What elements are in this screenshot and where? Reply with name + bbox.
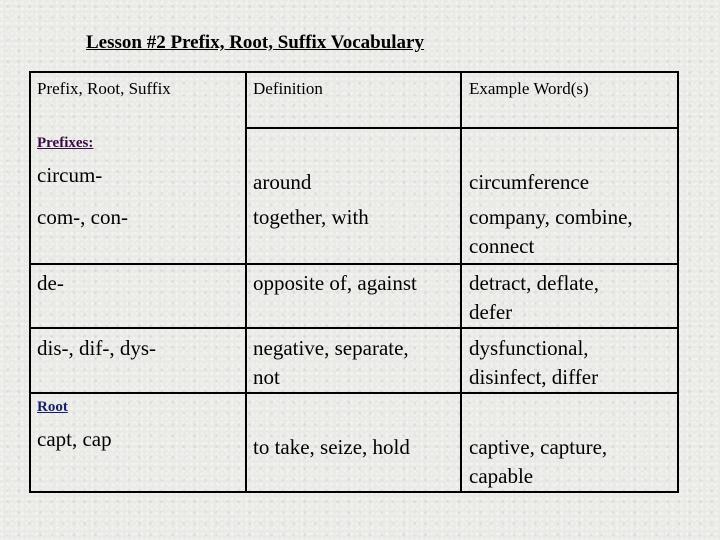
prefix-cell: de- xyxy=(37,271,64,295)
definition-cell: to take, seize, hold xyxy=(253,435,410,459)
example-cell: circumference xyxy=(469,170,590,194)
section-prefixes: Prefixes: xyxy=(37,135,94,151)
column-divider xyxy=(460,73,462,491)
example-line: detract, deflate, xyxy=(469,271,599,295)
definition-line: not xyxy=(253,365,280,389)
column-divider xyxy=(245,73,247,491)
header-examples: Example Word(s) xyxy=(469,79,589,98)
example-line: disinfect, differ xyxy=(469,365,599,389)
example-cell xyxy=(469,203,633,261)
example-line: company, combine, xyxy=(469,205,633,229)
definition-cell: opposite of, against xyxy=(253,271,417,295)
vocabulary-table xyxy=(29,71,679,493)
definition-line: negative, separate, xyxy=(253,336,409,360)
example-cell xyxy=(469,433,607,491)
prefix-cell: com-, con- xyxy=(37,205,128,229)
definition-cell xyxy=(253,334,409,392)
example-cell xyxy=(469,334,598,392)
example-line: connect xyxy=(469,234,535,258)
section-root: Root xyxy=(37,399,68,415)
prefix-cell: dis-, dif-, dys- xyxy=(37,336,156,360)
row-divider xyxy=(31,263,677,265)
example-line: defer xyxy=(469,300,513,324)
example-line: captive, capture, xyxy=(469,435,608,459)
page-title: Lesson #2 Prefix, Root, Suffix Vocabulary xyxy=(86,32,424,53)
header-part: Prefix, Root, Suffix xyxy=(37,79,171,98)
root-cell: capt, cap xyxy=(37,427,112,451)
example-line: dysfunctional, xyxy=(469,336,589,360)
definition-cell: together, with xyxy=(253,205,369,229)
row-divider xyxy=(31,392,677,394)
example-cell xyxy=(469,269,599,327)
prefix-cell: circum- xyxy=(37,163,103,187)
definition-cell: around xyxy=(253,170,312,194)
row-divider xyxy=(245,127,677,129)
example-line: capable xyxy=(469,464,534,488)
row-divider xyxy=(31,327,677,329)
header-definition: Definition xyxy=(253,79,323,98)
